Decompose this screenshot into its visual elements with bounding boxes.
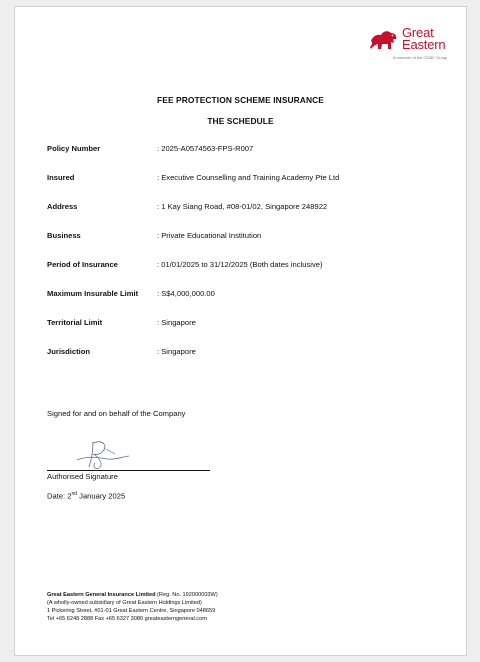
field-value: : 1 Kay Siang Road, #08-01/02, Singapore 248922: [157, 202, 328, 211]
logo-word-great: Great: [402, 25, 434, 40]
document-title: FEE PROTECTION SCHEME INSURANCE: [157, 95, 324, 105]
field-value: : Executive Counselling and Training Academy Pte Ltd: [157, 173, 340, 182]
date-ordinal-suffix: nd: [71, 491, 78, 497]
footer-line-1: [47, 591, 218, 599]
field-label: Address: [47, 202, 78, 211]
field-label: Insured: [47, 173, 75, 182]
footer-reg-number: (Reg. No. 192000003W): [155, 592, 218, 598]
lion-icon: [369, 27, 399, 51]
document-date: [47, 491, 125, 501]
handwritten-signature: [73, 436, 143, 472]
document-page: [14, 6, 467, 656]
logo-word-eastern: Eastern: [402, 37, 446, 52]
field-value: : 01/01/2025 to 31/12/2025 (Both dates inclusive): [157, 260, 323, 269]
field-label: Business: [47, 231, 81, 240]
footer-line-2: (A wholly-owned subsidiary of Great Eastern Holdings Limited): [47, 600, 202, 606]
footer-address: 1 Pickering Street, #01-01 Great Eastern Centre, Singapore 048659: [47, 608, 216, 614]
company-footer: [47, 591, 218, 623]
signature-line: [47, 470, 210, 471]
date-rest: January 2025: [77, 491, 126, 501]
date-prefix: Date: 2: [47, 491, 72, 501]
footer-contact: Tel +65 6248 2888 Fax +65 6327 3080 greateasterngeneral.com: [47, 616, 207, 622]
field-value: : Singapore: [157, 347, 196, 356]
field-label: Jurisdiction: [47, 347, 91, 356]
field-value: : Private Educational Institution: [157, 231, 262, 240]
field-label: Period of Insurance: [47, 260, 118, 269]
footer-company-name: Great Eastern General Insurance Limited: [47, 592, 156, 598]
field-value: : Singapore: [157, 318, 196, 327]
field-label: Policy Number: [47, 144, 101, 153]
field-value: : 2025-A0574563-FPS-R007: [157, 144, 254, 153]
authorised-signature-label: Authorised Signature: [47, 472, 118, 481]
field-label: Maximum Insurable Limit: [47, 289, 139, 298]
great-eastern-logo: [369, 25, 459, 69]
signed-on-behalf-text: Signed for and on behalf of the Company: [47, 409, 186, 418]
schedule-heading: THE SCHEDULE: [207, 116, 274, 126]
logo-tagline: A member of the OCBC Group: [393, 55, 448, 60]
field-value: : S$4,000,000.00: [157, 289, 215, 298]
field-label: Territorial Limit: [47, 318, 103, 327]
